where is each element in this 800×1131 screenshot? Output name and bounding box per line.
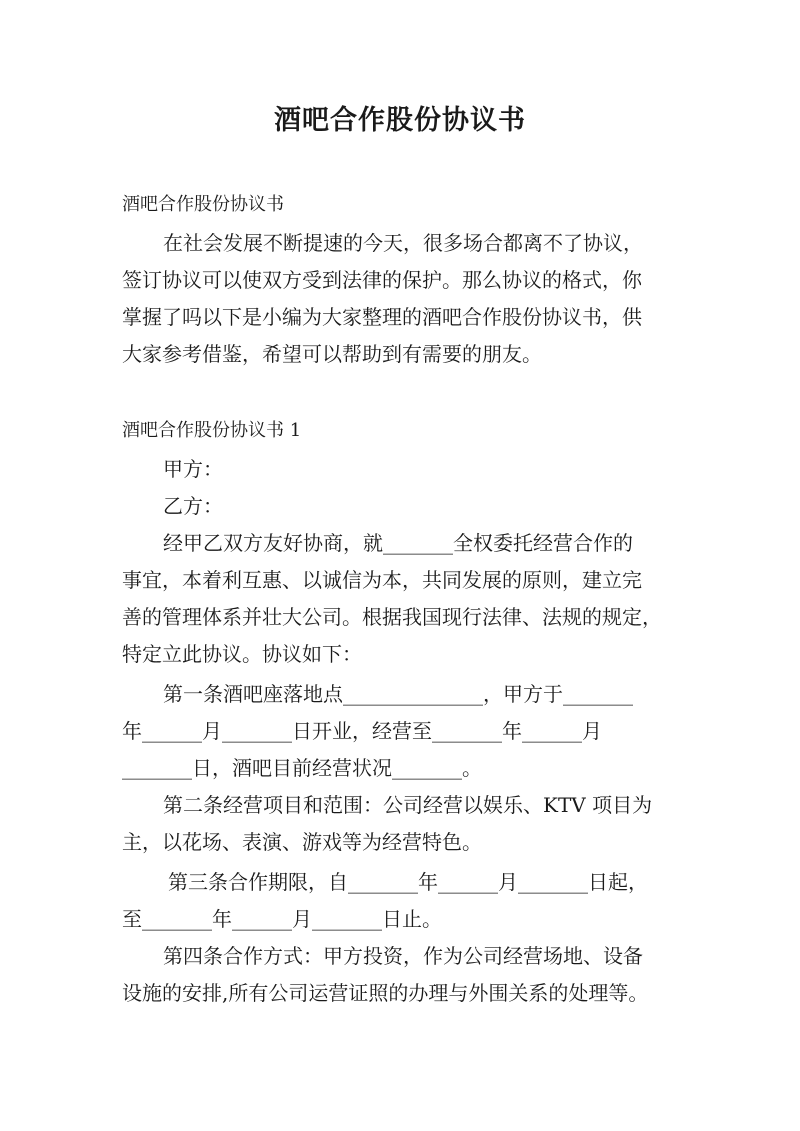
article-3-line-2: 至_______年______月_______日止。 xyxy=(122,907,442,931)
article-4-line-2: 设施的安排,所有公司运营证照的办理与外围关系的处理等。 xyxy=(122,981,649,1005)
article-2-line-2: 主，以花场、表演、游戏等为经营特色。 xyxy=(122,830,482,854)
preamble-line-2: 事宜，本着利互惠、以诚信为本，共同发展的原则，建立完 xyxy=(122,568,642,592)
article-2-line-1: 第二条经营项目和范围：公司经营以娱乐、KTV 项目为 xyxy=(163,793,653,817)
preamble-line-4: 特定立此协议。协议如下： xyxy=(122,642,362,666)
intro-heading: 酒吧合作股份协议书 xyxy=(122,194,284,215)
section-heading-1: 酒吧合作股份协议书 1 xyxy=(122,420,302,441)
article-1-line-1: 第一条酒吧座落地点______________，甲方于_______ xyxy=(163,682,633,706)
article-4-line-1: 第四条合作方式：甲方投资，作为公司经营场地、设备 xyxy=(163,944,643,968)
article-3-line-1: 第三条合作期限，自_______年______月_______日起， xyxy=(168,870,648,894)
party-b-line: 乙方： xyxy=(163,494,223,518)
document-title: 酒吧合作股份协议书 xyxy=(274,105,526,136)
intro-paragraph-line-1: 在社会发展不断提速的今天，很多场合都离不了协议， xyxy=(163,231,643,255)
article-1-line-2: 年______月_______日开业，经营至_______年______月 xyxy=(122,719,602,743)
preamble-line-1: 经甲乙双方友好协商，就_______全权委托经营合作的 xyxy=(163,531,633,555)
intro-paragraph-line-3: 掌握了吗以下是小编为大家整理的酒吧合作股份协议书，供 xyxy=(122,305,642,329)
party-a-line: 甲方： xyxy=(163,457,223,481)
preamble-line-3: 善的管理体系并壮大公司。根据我国现行法律、法规的规定， xyxy=(122,605,662,629)
article-1-line-3: _______日，酒吧目前经营状况_______。 xyxy=(122,756,482,780)
intro-paragraph-line-4: 大家参考借鉴，希望可以帮助到有需要的朋友。 xyxy=(122,342,542,366)
intro-paragraph-line-2: 签订协议可以使双方受到法律的保护。那么协议的格式，你 xyxy=(122,268,642,292)
